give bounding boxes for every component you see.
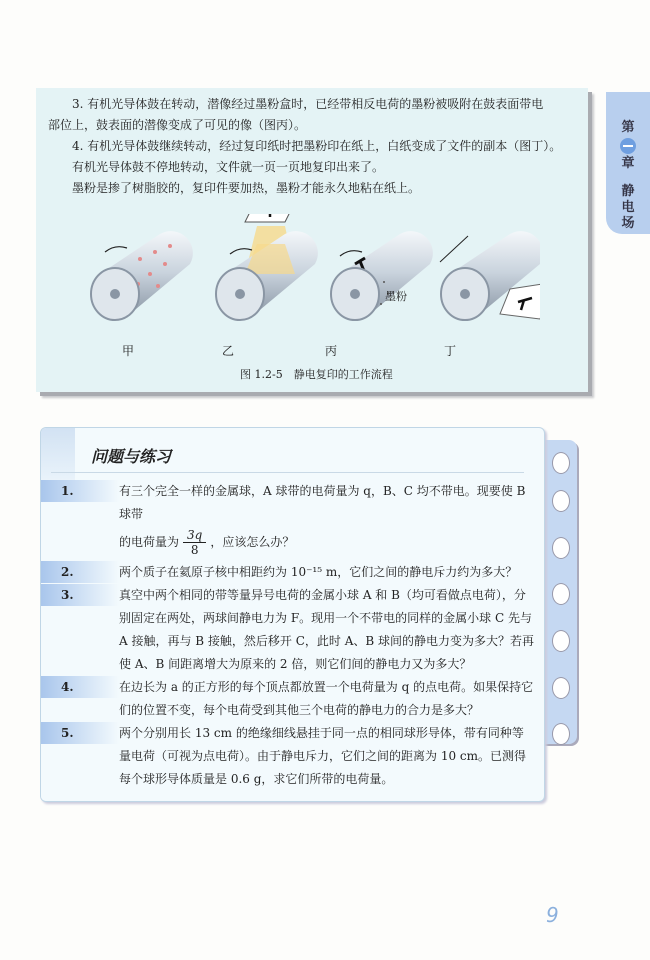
exercise-item-1 (41, 480, 541, 557)
paragraph-continuous: 有机光导体鼓不停地转动，文件就一页一页地复印出来了。 (72, 160, 385, 174)
exercise-text: 真空中两个相同的带等量异号电荷的金属小球 A 和 B（均可看做点电荷），分别固定在两处，两球间静电力为 F。现用一个不带电的同样的金属小球 C 先与 A 接触，再与 B 接触，然后移开 C，此时 A、B 球间的静电力变为多大？若再使 A、B 间距离增大为原来的 2 倍，则它们间的静电力又为多大？ (119, 588, 535, 671)
figure-label-yi: 乙 (222, 344, 235, 358)
chapter-number-badge (620, 138, 636, 154)
figure-label-jia: 甲 (122, 344, 135, 358)
binder-hole (552, 723, 570, 745)
exercise-text: ，应该怎么办？ (210, 535, 295, 549)
drum-stage-4 (440, 231, 540, 320)
binder-hole (552, 677, 570, 699)
exercise-text: 有三个完全一样的金属球，A 球带的电荷量为 q，B、C 均不带电。现要使 B 球带 (119, 484, 526, 521)
exercise-number: 4. (41, 676, 119, 698)
exercise-number: 2. (41, 561, 119, 583)
rotation-arrow-icon (105, 247, 127, 252)
fraction (183, 528, 206, 557)
fraction-denominator: 8 (190, 543, 199, 557)
exercise-number: 5. (41, 722, 119, 744)
exercise-text: 两个分别用长 13 cm 的绝缘细线悬挂于同一点的相同球形导体，带有同种等量电荷（可视为点电荷）。由于静电斥力，它们之间的距离为 10 cm。已测得每个球形导体质量是 0.6 g，求它们所带的电荷量。 (119, 726, 527, 786)
drum-stage-1 (91, 231, 193, 320)
paragraph-step-4: 4. 有机光导体鼓继续转动，经过复印纸时把墨粉印在纸上，白纸变成了文件的副本（图丁）。 (72, 139, 562, 153)
exercise-item-5 (41, 722, 541, 791)
exercises-box (40, 427, 545, 802)
exercises-header (41, 428, 544, 480)
toner-label: 墨粉 (385, 290, 407, 303)
paragraph-step-3a: 3. 有机光导体鼓在转动，潜像经过墨粉盒时，已经带相反电荷的墨粉被吸附在鼓表面带电 (72, 97, 544, 111)
explanation-paragraphs (48, 94, 584, 199)
fraction-numerator: 3q (183, 528, 206, 543)
exercise-item-3 (41, 584, 541, 676)
binder-hole (552, 490, 570, 512)
chapter-prefix: 第 (621, 120, 635, 135)
page-number: 9 (546, 903, 559, 927)
exercises-title: 问题与练习 (91, 447, 172, 466)
paragraph-step-3b: 部位上，鼓表面的潜像变成了可见的像（图丙）。 (48, 118, 307, 132)
chapter-title-3: 场 (621, 216, 635, 231)
exercise-number: 1. (41, 480, 119, 502)
exercise-item-4 (41, 676, 541, 722)
binder-hole (552, 452, 570, 474)
exercise-text: 在边长为 a 的正方形的每个顶点都放置一个电荷量为 q 的点电荷。如果保持它们的位置不变，每个电荷受到其他三个电荷的静电力的合力是多大？ (119, 680, 534, 717)
copier-process-figure (60, 214, 540, 334)
exercise-text: 的电荷量为 (119, 535, 180, 549)
chapter-title-2: 电 (621, 200, 635, 215)
exercise-number: 3. (41, 584, 119, 606)
figure-label-bing: 丙 (325, 344, 338, 358)
binder-hole (552, 583, 570, 605)
binder-strip (543, 440, 577, 744)
chapter-suffix: 章 (621, 156, 635, 171)
chapter-title-1: 静 (621, 184, 635, 199)
binder-hole (552, 630, 570, 652)
drum-stage-2 (216, 214, 318, 320)
exercise-text: 两个质子在氦原子核中相距约为 10⁻¹⁵ m，它们之间的静电斥力约为多大？ (119, 565, 518, 579)
paragraph-toner: 墨粉是掺了树脂胶的，复印件要加热，墨粉才能永久地粘在纸上。 (72, 181, 421, 195)
drum-stage-3 (331, 231, 433, 320)
figure-caption: 图 1.2-5 静电复印的工作流程 (240, 368, 393, 381)
title-divider (51, 472, 524, 473)
chapter-side-tab (606, 92, 650, 234)
exercise-item-2 (41, 561, 541, 584)
binder-hole (552, 537, 570, 559)
figure-label-ding: 丁 (444, 344, 457, 358)
